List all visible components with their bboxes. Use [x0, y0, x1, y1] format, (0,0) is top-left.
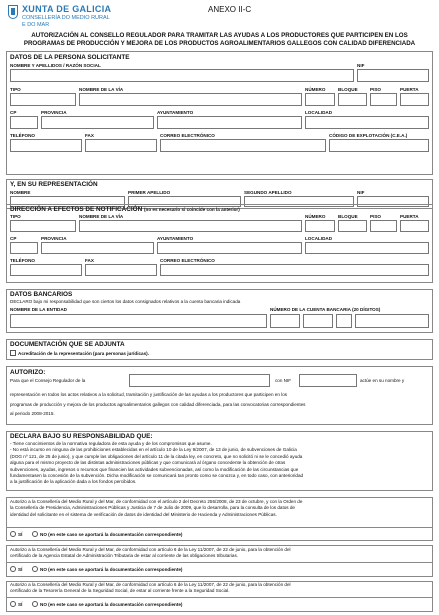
autorizo-text-3: actúe en su nombre y — [360, 378, 405, 383]
acreditacion-checkbox[interactable] — [10, 350, 16, 356]
declara-line: - Tiene conocimientos de la normativa reguladora de esta ayuda y de los compromisos que asume. — [10, 441, 212, 446]
declara-line: fundamentasen la concesión de la subvención. Dicha modificación se comunicará tan pronto como se conozca y, en todo caso, con anterioridad — [10, 473, 304, 479]
section-title-bancarios: DATOS BANCARIOS — [10, 291, 73, 298]
label-piso: PISO — [370, 87, 381, 92]
declara-line: a la justificación de la aplicación dada a los fondos percibidos. — [10, 479, 137, 485]
cuenta-entidad-field[interactable] — [270, 314, 300, 328]
dir-telefono-field[interactable] — [10, 264, 82, 276]
tipo-field[interactable] — [10, 93, 76, 106]
auth-identidad-line: la Consellería de Presidencia, Administraciones Públicas y Justicia de 7 de Julio de 2009, que lo desarrolla, para la consulta de los datos de — [10, 505, 295, 511]
label-codigo-explotacion: CÓDIGO DE EXPLOTACIÓN (C.E.A.) — [329, 133, 408, 138]
divider — [6, 597, 433, 598]
declara-text — [10, 441, 431, 486]
auth-tributaria-line: certificado de la Agencia Estatal de Administración Tributaria de estar al corriente de las obligaciones tributarias. — [10, 553, 239, 559]
cuenta-numero-field[interactable] — [355, 314, 429, 328]
annex-label: ANEXO II-C — [208, 5, 252, 14]
shield-icon — [8, 5, 18, 19]
auth-tributaria-no-label: NO (en este caso se aportará la documentación correspondiente) — [40, 567, 183, 572]
auth-identidad-si-label: SÍ — [18, 532, 23, 537]
label-dir-localidad: LOCALIDAD — [305, 236, 333, 241]
fax-field[interactable] — [85, 139, 157, 152]
label-dir-puerta: PUERTA — [400, 214, 419, 219]
consejo-regulador-field[interactable] — [129, 374, 270, 387]
auth-seguridad-social-text — [10, 582, 431, 595]
puerta-field[interactable] — [400, 93, 429, 106]
divider — [6, 562, 433, 563]
label-tipo: TIPO — [10, 87, 21, 92]
dir-numero-field[interactable] — [305, 220, 335, 232]
declara-line: subvenciones, ayudas, ingresos o recursos que financien las actividades subvencionadas, así como la modificación de las circunstancias que — [10, 466, 299, 472]
auth-tributaria-line: Autorizo a la Consellería del Medio Rural y del Mar, de conformidad con artículo 6 de la Ley 11/2007, de 22 de junio, para la obtención del — [10, 547, 291, 552]
dir-provincia-field[interactable] — [41, 242, 154, 254]
label-dir-provincia: PROVINCIA — [41, 236, 67, 241]
department-name — [22, 15, 110, 29]
label-entidad: NOMBRE DE LA ENTIDAD — [10, 307, 67, 312]
declara-line: alguna para el mismo proyecto de las distintas administraciones públicas y que comunicará al órgano concedente la obtención de otras — [10, 460, 286, 466]
dir-piso-field[interactable] — [370, 220, 397, 232]
section-title-documentacion: DOCUMENTACIÓN QUE SE ADJUNTA — [10, 341, 125, 348]
title-line-2: PROGRAMAS DE PRODUCCIÓN Y MEJORA DE LOS PRODUCTOS AGROALIMENTARIOS GALLEGOS CON CALIDAD DIFERENCIADA — [23, 40, 416, 47]
auth-seguridad-social-si-radio[interactable] — [10, 601, 16, 607]
label-nif: NIF — [357, 63, 365, 68]
auth-identidad-line: identidad del solicitante en el sistema de verificación de datos de identidad del Ministerio de Hacienda y Administraciones Públicas. — [10, 511, 277, 517]
dir-correo-field[interactable] — [160, 264, 429, 276]
direccion-title: DIRECCIÓN A EFECTOS DE NOTIFICACIÓN — [10, 206, 143, 213]
label-rep-nif: NIF — [357, 190, 365, 195]
telefono-field[interactable] — [10, 139, 82, 152]
auth-tributaria-no-radio[interactable] — [32, 566, 38, 572]
label-provincia: PROVINCIA — [41, 110, 67, 115]
label-dir-bloque: BLOQUE — [338, 214, 358, 219]
label-fax: FAX — [85, 133, 94, 138]
dir-puerta-field[interactable] — [400, 220, 429, 232]
dir-tipo-field[interactable] — [10, 220, 76, 232]
nombre-via-field[interactable] — [79, 93, 302, 106]
dir-nombre-via-field[interactable] — [79, 220, 302, 232]
dir-localidad-field[interactable] — [305, 242, 429, 254]
numero-field[interactable] — [305, 93, 335, 106]
dir-bloque-field[interactable] — [338, 220, 367, 232]
auth-tributaria-si-label: SÍ — [18, 567, 23, 572]
codigo-explotacion-field[interactable] — [329, 139, 429, 152]
bloque-field[interactable] — [338, 93, 367, 106]
auth-seguridad-social-no-radio[interactable] — [32, 601, 38, 607]
label-localidad: LOCALIDAD — [305, 110, 333, 115]
label-ayuntamiento: AYUNTAMIENTO — [157, 110, 194, 115]
label-telefono: TELÉFONO — [10, 133, 36, 138]
label-cuenta: NÚMERO DE LA CUENTA BANCARIA (20 DÍGITOS) — [270, 307, 381, 312]
auth-seguridad-social-line: Autorizo a la Consellería del Medio Rural y del Mar, de conformidad con artículo 6 de la Ley 11/2007, de 22 de junio, para la obtención del — [10, 582, 291, 587]
label-cp: CP — [10, 110, 17, 115]
auth-identidad-line: Autorizo a la Consellería del Medio Rural y del Mar, de conformidad con el artículo 2 del Decreto 255/2008, de 23 de octubre, y con la Orden de — [10, 499, 303, 504]
label-dir-ayuntamiento: AYUNTAMIENTO — [157, 236, 194, 241]
localidad-field[interactable] — [305, 116, 429, 129]
direccion-note: (no es necesario si coincide con la anterior) — [143, 207, 240, 212]
acreditacion-label: Acreditación de la representación (para personas jurídicas). — [18, 351, 149, 356]
section-title-representacion: Y, EN SU REPRESENTACIÓN — [10, 181, 98, 188]
label-dir-tipo: TIPO — [10, 214, 21, 219]
divider — [6, 527, 433, 528]
entidad-field[interactable] — [10, 314, 267, 328]
section-title-declara: DECLARA BAJO SU RESPONSABILIDAD QUE: — [10, 433, 153, 440]
ayuntamiento-field[interactable] — [157, 116, 302, 129]
label-nombre-via: NOMBRE DE LA VÍA — [79, 87, 124, 92]
section-title-solicitante: DATOS DE LA PERSONA SOLICITANTE — [10, 54, 130, 61]
label-dir-correo: CORREO ELECTRÓNICO — [160, 258, 215, 263]
department-line-1: CONSELLERÍA DO MEDIO RURAL — [22, 15, 110, 21]
title-line-1: AUTORIZACIÓN AL CONSELLO REGULADOR PARA TRAMITAR LAS AYUDAS A LOS PRODUCTORES QUE PARTICIPEN EN LOS — [31, 32, 408, 39]
auth-identidad-si-radio[interactable] — [10, 531, 16, 537]
auth-tributaria-si-radio[interactable] — [10, 566, 16, 572]
auth-seguridad-social-si-label: SÍ — [18, 602, 23, 607]
label-nombre: NOMBRE Y APELLIDOS / RAZÓN SOCIAL — [10, 63, 101, 68]
label-puerta: PUERTA — [400, 87, 419, 92]
label-dir-fax: FAX — [85, 258, 94, 263]
label-bloque: BLOQUE — [338, 87, 358, 92]
dir-cp-field[interactable] — [10, 242, 38, 254]
label-dir-nombre-via: NOMBRE DE LA VÍA — [79, 214, 124, 219]
autorizo-line-2: representación en todos los actos relativos a la solicitud, tramitación y justificación de las ayudas a los productores que participen en los — [10, 392, 288, 397]
section-title-direccion — [10, 206, 240, 213]
label-dir-cp: CP — [10, 236, 17, 241]
auth-identidad-no-radio[interactable] — [32, 531, 38, 537]
brand-name: XUNTA DE GALICIA — [22, 4, 112, 14]
page-title — [14, 32, 425, 48]
provincia-field[interactable] — [41, 116, 154, 129]
xunta-logo — [8, 4, 128, 34]
consejo-nif-field[interactable] — [299, 374, 357, 387]
autorizo-text-1: Para que el Consejo Regulador de la — [10, 378, 86, 383]
dir-fax-field[interactable] — [85, 264, 157, 276]
nif-field[interactable] — [357, 69, 429, 82]
auth-seguridad-social-line: certificado de la Tesorería General de la Seguridad Social, de estar al corriente frente a la Seguridad Social. — [10, 588, 230, 594]
label-dir-numero: NÚMERO — [305, 214, 326, 219]
autorizo-text-2: con NIF — [275, 378, 292, 383]
cuenta-oficina-field[interactable] — [303, 314, 333, 328]
piso-field[interactable] — [370, 93, 397, 106]
auth-identidad-no-label: NO (en este caso se aportará la documentación correspondiente) — [40, 532, 183, 537]
label-correo: CORREO ELECTRÓNICO — [160, 133, 215, 138]
auth-seguridad-social-no-label: NO (en este caso se aportará la documentación correspondiente) — [40, 602, 183, 607]
auth-tributaria-text — [10, 547, 431, 560]
correo-field[interactable] — [160, 139, 326, 152]
auth-identidad-text — [10, 499, 431, 518]
label-numero: NÚMERO — [305, 87, 326, 92]
label-primer-apellido: PRIMER APELLIDO — [128, 190, 171, 195]
bancarios-declaro: DECLARO bajo mi responsabilidad que son ciertos los datos consignados relativos a la cuenta bancaria indicada — [10, 299, 241, 304]
label-segundo-apellido: SEGUNDO APELLIDO — [244, 190, 292, 195]
department-line-2: E DO MAR — [22, 22, 50, 28]
label-dir-telefono: TELÉFONO — [10, 258, 36, 263]
section-title-autorizo: AUTORIZO: — [10, 369, 46, 376]
autorizo-line-4: al periodo 2008-2015. — [10, 411, 55, 416]
label-rep-nombre: NOMBRE — [10, 190, 31, 195]
declara-line: (DOG nº 121, de 25 de junio), y que cumple las obligaciones del artículo 11 de la citada ley, en concreto, que no solicitó ni se le concedió ayuda — [10, 453, 303, 459]
nombre-field[interactable] — [10, 69, 354, 82]
dir-ayuntamiento-field[interactable] — [157, 242, 302, 254]
autorizo-line-3: programas de producción y mejora de los productos agroalimentarios gallegos con calidad diferenciada, para las convocatorias correspondientes — [10, 402, 306, 407]
label-dir-piso: PISO — [370, 214, 381, 219]
declara-line: - No está incurso en ninguna de las prohibiciones establecidas en el artículo 10 de la Ley 9/2007, de 13 de junio, de subvenciones de Galicia — [10, 447, 297, 453]
cp-field[interactable] — [10, 116, 38, 129]
cuenta-dc-field[interactable] — [336, 314, 352, 328]
